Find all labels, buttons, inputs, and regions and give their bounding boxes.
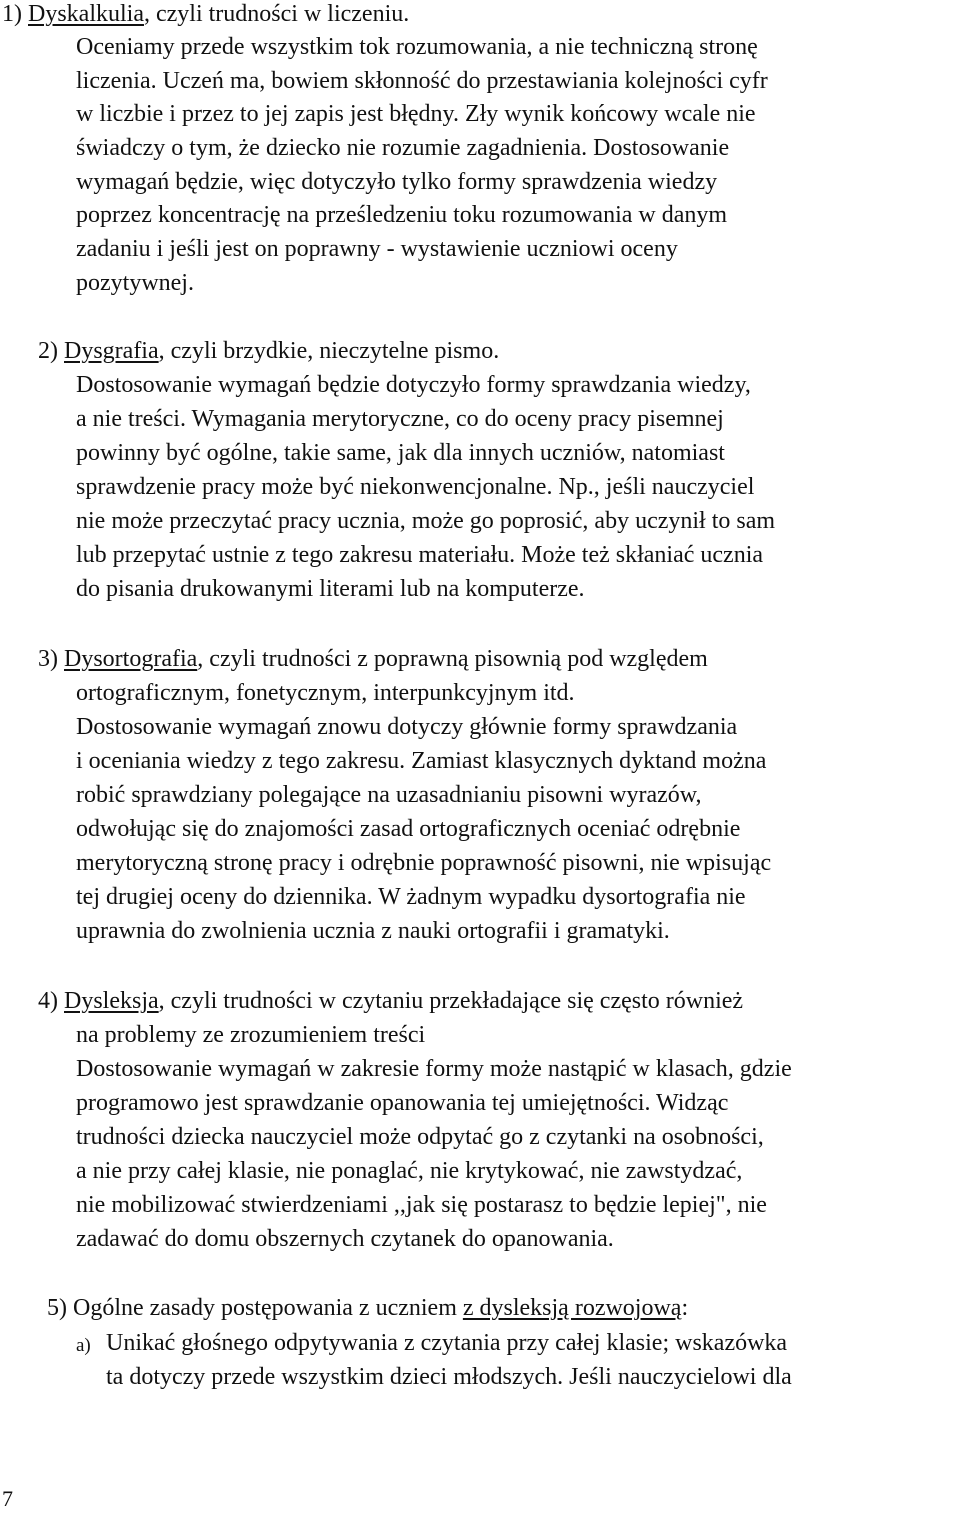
section-4-term: Dysleksja [64,988,159,1014]
section-4-line: zadawać do domu obszernych czytanek do opanowania. [76,1226,614,1252]
section-1-line: pozytywnej. [76,270,194,296]
section-2-line: Dostosowanie wymagań będzie dotyczyło formy sprawdzania wiedzy, [76,372,751,398]
section-2-number: 2) [38,338,58,364]
section-2-heading [38,334,499,368]
list-item-marker: a) [76,1335,91,1356]
section-4-line: a nie przy całej klasie, nie ponaglać, nie krytykować, nie zawstydzać, [76,1158,743,1184]
section-3-line: i oceniania wiedzy z tego zakresu. Zamiast klasycznych dyktand można [76,748,767,774]
section-1-heading [2,0,409,31]
section-1-line: zadaniu i jeśli jest on poprawny - wystawienie uczniowi oceny [76,236,678,262]
section-5-heading-post: : [681,1295,689,1321]
section-4-number: 4) [38,988,58,1014]
section-1-heading-rest: , czyli trudności w liczeniu. [143,1,410,27]
section-2-line: sprawdzenie pracy może być niekonwencjonalne. Np., jeśli nauczyciel [76,474,755,500]
section-3-number: 3) [38,646,58,672]
list-item-line: Unikać głośnego odpytywania z czytania przy całej klasie; wskazówka [106,1330,788,1356]
section-1-number: 1) [2,1,22,27]
section-2-line: powinny być ogólne, takie same, jak dla innych uczniów, natomiast [76,440,725,466]
section-1-line: Oceniamy przede wszystkim tok rozumowania, a nie techniczną stronę [76,34,758,60]
section-5-number: 5) [47,1295,67,1321]
section-2-heading-rest: , czyli brzydkie, nieczytelne pismo. [158,338,500,364]
section-4-line: trudności dziecka nauczyciel może odpytać go z czytanki na osobności, [76,1124,764,1150]
section-1-line: wymagań będzie, więc dotyczyło tylko formy sprawdzenia wiedzy [76,169,718,195]
section-4-heading-rest: , czyli trudności w czytaniu przekładające się często również [158,988,744,1014]
section-4-line: nie mobilizować stwierdzeniami ,,jak się postarasz to będzie lepiej", nie [76,1192,767,1218]
section-3-heading [38,642,708,676]
section-4-line: programowo jest sprawdzanie opanowania tej umiejętności. Widząc [76,1090,729,1116]
section-1-line: w liczbie i przez to jej zapis jest błędny. Zły wynik końcowy wcale nie [76,101,756,127]
section-2-line: lub przepytać ustnie z tego zakresu materiału. Może też skłaniać ucznia [76,542,764,568]
section-5-heading-pre: Ogólne zasady postępowania z uczniem [73,1295,463,1321]
section-4-heading [38,984,743,1018]
section-3-line: merytoryczną stronę pracy i odrębnie poprawność pisowni, nie wpisując [76,850,772,876]
section-3-line: tej drugiej oceny do dziennika. W żadnym wypadku dysortografia nie [76,884,746,910]
section-4-line: Dostosowanie wymagań w zakresie formy może nastąpić w klasach, gdzie [76,1056,792,1082]
section-3-line: uprawnia do zwolnienia ucznia z nauki ortografii i gramatyki. [76,918,670,944]
section-1-line: poprzez koncentrację na prześledzeniu toku rozumowania w danym [76,202,728,228]
section-5-heading [47,1291,688,1325]
section-4-line: na problemy ze zrozumieniem treści [76,1022,426,1048]
section-1-line: liczenia. Uczeń ma, bowiem skłonność do przestawiania kolejności cyfr [76,68,768,94]
section-3-line: robić sprawdziany polegające na uzasadnianiu pisowni wyrazów, [76,782,702,808]
page-number: 7 [2,1486,13,1511]
section-2-line: a nie treści. Wymagania merytoryczne, co do oceny pracy pisemnej [76,406,724,432]
section-3-line: Dostosowanie wymagań znowu dotyczy głównie formy sprawdzania [76,714,738,740]
section-3-term: Dysortografia [64,646,198,672]
section-1-line: świadczy o tym, że dziecko nie rozumie zagadnienia. Dostosowanie [76,135,730,161]
list-item-line: ta dotyczy przede wszystkim dzieci młodszych. Jeśli nauczycielowi dla [106,1364,792,1390]
section-2-line: nie może przeczytać pracy ucznia, może go poprosić, aby uczynił to sam [76,508,776,534]
section-5-term: z dysleksją rozwojową [462,1295,682,1321]
section-3-heading-rest: , czyli trudności z poprawną pisownią pod względem [197,646,708,672]
section-2-line: do pisania drukowanymi literami lub na komputerze. [76,576,585,602]
section-2-term: Dysgrafia [64,338,159,364]
section-3-line: ortograficznym, fonetycznym, interpunkcyjnym itd. [76,680,575,706]
section-3-line: odwołując się do znajomości zasad ortograficznych oceniać odrębnie [76,816,741,842]
section-1-term: Dyskalkulia [28,1,144,27]
